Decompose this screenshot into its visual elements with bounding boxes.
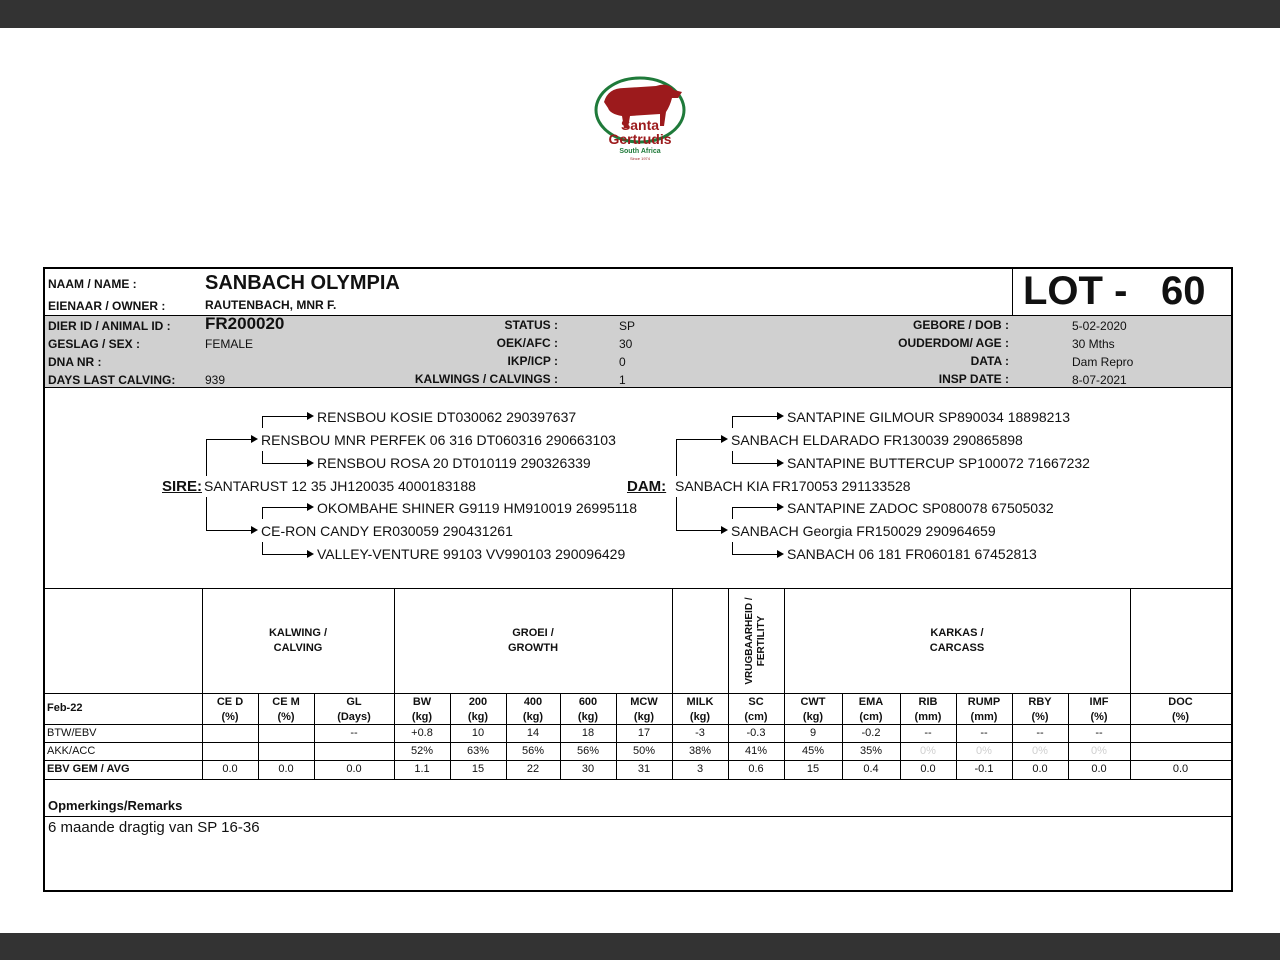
sire-sire-dam: RENSBOU ROSA 20 DT010119 290326339 xyxy=(317,455,591,471)
arrow-icon xyxy=(307,412,314,420)
dna-label: DNA NR : xyxy=(48,355,102,369)
dam-sire-sire: SANTAPINE GILMOUR SP890034 18898213 xyxy=(787,409,1071,425)
ebv-cell: 0.0 xyxy=(1032,763,1048,775)
ebv-cell: 22 xyxy=(526,763,540,775)
ebv-col-header: 200 (kg) xyxy=(467,696,489,723)
ebv-col-header: CE D (%) xyxy=(216,696,244,723)
age-value: 30 Mths xyxy=(1072,337,1115,351)
arrow-icon xyxy=(777,503,784,511)
insp-label: INSP DATE : xyxy=(938,372,1009,386)
status-label: STATUS : xyxy=(504,318,558,332)
name-label: NAAM / NAME : xyxy=(48,277,137,291)
ebv-cell: 0% xyxy=(920,745,936,757)
dob-value: 5-02-2020 xyxy=(1072,319,1127,333)
ebv-cell: 10 xyxy=(471,727,485,739)
logo-text-line2: Gertrudis xyxy=(608,131,672,147)
ebv-cell: 3 xyxy=(696,763,704,775)
remarks-divider xyxy=(45,816,1231,817)
dob-label: GEBORE / DOB : xyxy=(912,318,1009,332)
sire-dam-dam: VALLEY-VENTURE 99103 VV990103 290096429 xyxy=(317,546,626,562)
animal-id: FR200020 xyxy=(205,314,285,333)
lot-divider xyxy=(1012,269,1013,315)
ebv-cell: 0.0 xyxy=(278,763,294,775)
ebv-col-header: DOC (%) xyxy=(1168,696,1193,723)
ebv-cell: 18 xyxy=(581,727,595,739)
arrow-icon xyxy=(777,412,784,420)
owner-name: RAUTENBACH, MNR F. xyxy=(205,298,337,312)
ebv-col-header: CWT (kg) xyxy=(800,696,826,723)
arrow-icon xyxy=(251,526,258,534)
ebv-col-header: GL (Days) xyxy=(337,696,371,723)
calvings-value: 1 xyxy=(619,373,626,387)
days-label: DAYS LAST CALVING: xyxy=(48,373,176,387)
arrow-icon xyxy=(777,459,784,467)
ebv-cell: 0.0 xyxy=(1091,763,1107,775)
sire-sire-sire: RENSBOU KOSIE DT030062 290397637 xyxy=(317,409,577,425)
lot-number: 60 xyxy=(1161,269,1206,313)
sire-dam: CE-RON CANDY ER030059 290431261 xyxy=(261,523,513,539)
ebv-col-header: RUMP (mm) xyxy=(967,696,1001,723)
ebv-cell: 0% xyxy=(976,745,992,757)
period-label: Feb-22 xyxy=(47,702,83,714)
ebv-cell: 9 xyxy=(809,727,817,739)
sire-line-up xyxy=(206,439,207,476)
dam-dam-dam: SANBACH 06 181 FR060181 67452813 xyxy=(787,546,1037,562)
ebv-cell: 35% xyxy=(859,745,883,757)
details-band xyxy=(45,315,1231,388)
ebv-col-header: MILK (kg) xyxy=(686,696,714,723)
ebv-cell: 38% xyxy=(688,745,712,757)
bottom-bar xyxy=(0,933,1280,960)
santa-gertrudis-logo xyxy=(590,72,690,164)
ebv-cell: 50% xyxy=(632,745,656,757)
ebv-col-header: SC (cm) xyxy=(744,696,768,723)
ebv-cell: 0.0 xyxy=(1172,763,1189,775)
ebv-cell: -3 xyxy=(695,727,705,739)
group-carcass: KARKAS / CARCASS xyxy=(929,627,985,654)
ebv-cell: +0.8 xyxy=(411,727,433,739)
animal-id-label: DIER ID / ANIMAL ID : xyxy=(48,319,171,333)
ebv-cell: -0.2 xyxy=(861,727,881,739)
ebv-cell: 0.0 xyxy=(346,763,362,775)
ebv-cell: 0% xyxy=(1032,745,1048,757)
ebv-col-header: 600 (kg) xyxy=(577,696,599,723)
days-value: 939 xyxy=(205,373,226,387)
pedigree-divider xyxy=(45,588,1231,589)
ebv-cell: -- xyxy=(1095,727,1103,739)
lot-label: LOT - xyxy=(1023,269,1128,313)
dam-sire: SANBACH ELDARADO FR130039 290865898 xyxy=(731,432,1023,448)
dam-dam-sire: SANTAPINE ZADOC SP080078 67505032 xyxy=(787,500,1054,516)
sire-name: SANTARUST 12 35 JH120035 4000183188 xyxy=(204,478,476,494)
ebv-cell: 1.1 xyxy=(414,763,430,775)
logo-text-line3: South Africa xyxy=(619,148,661,155)
ebv-cell: -- xyxy=(980,727,988,739)
logo-text-line4: Since 1974 xyxy=(629,156,651,161)
ebv-row-label: EBV GEM / AVG xyxy=(47,763,130,775)
lot-card xyxy=(43,267,1233,892)
ebv-col-header: MCW (kg) xyxy=(630,696,658,723)
arrow-icon xyxy=(307,459,314,467)
group-calving: KALWING / CALVING xyxy=(268,627,328,654)
ebv-cell: 52% xyxy=(410,745,434,757)
icp-label: IKP/ICP : xyxy=(507,354,558,368)
ebv-cell: 0% xyxy=(1091,745,1107,757)
owner-label: EIENAAR / OWNER : xyxy=(48,299,166,313)
ebv-cell: 63% xyxy=(466,745,490,757)
ebv-col-header: CE M (%) xyxy=(272,696,300,723)
ebv-cell: 56% xyxy=(521,745,545,757)
group-growth: GROEI / GROWTH xyxy=(507,627,559,654)
group-fertility: VRUGBAARHEID / FERTILITY xyxy=(744,597,767,685)
ebv-cell: 17 xyxy=(637,727,651,739)
arrow-icon xyxy=(251,435,258,443)
ebv-cell: -- xyxy=(350,727,358,739)
sire-dam-sire: OKOMBAHE SHINER G9119 HM910019 26995118 xyxy=(317,500,638,516)
remarks-label: Opmerkings/Remarks xyxy=(48,798,183,813)
animal-name: SANBACH OLYMPIA xyxy=(205,272,400,294)
ebv-col-header: 400 (kg) xyxy=(522,696,544,723)
sire-line-down xyxy=(206,497,207,530)
ebv-row-label: BTW/EBV xyxy=(47,727,97,739)
sire-label: SIRE: xyxy=(162,478,203,495)
ebv-row-label: AKK/ACC xyxy=(47,745,96,757)
ebv-col-header: RIB (mm) xyxy=(914,696,942,723)
dam-label: DAM: xyxy=(627,478,667,495)
ebv-cell: 31 xyxy=(637,763,651,775)
sex-label: GESLAG / SEX : xyxy=(48,337,141,351)
afc-value: 30 xyxy=(619,337,633,351)
ebv-col-header: EMA (cm) xyxy=(858,696,884,723)
bull-emblem-icon xyxy=(590,72,690,164)
arrow-icon xyxy=(777,550,784,558)
ebv-cell: 15 xyxy=(471,763,485,775)
ebv-cell: 41% xyxy=(744,745,768,757)
ebv-cell: -0.1 xyxy=(974,763,994,775)
ebv-cell: -- xyxy=(1036,727,1044,739)
logo-text-line1: Santa xyxy=(620,117,660,133)
sex-value: FEMALE xyxy=(205,337,254,351)
ebv-cell: -0.3 xyxy=(746,727,766,739)
ebv-col-header: BW (kg) xyxy=(411,696,433,723)
sire-sire: RENSBOU MNR PERFEK 06 316 DT060316 290663103 xyxy=(261,432,616,448)
insp-value: 8-07-2021 xyxy=(1072,373,1127,387)
ebv-cell: 0.0 xyxy=(222,763,238,775)
afc-label: OEK/AFC : xyxy=(496,336,558,350)
age-label: OUDERDOM/ AGE : xyxy=(898,336,1009,350)
ebv-cell: 0.4 xyxy=(863,763,879,775)
remarks-text: 6 maande dragtig van SP 16-36 xyxy=(48,819,260,836)
dam-dam: SANBACH Georgia FR150029 290964659 xyxy=(731,523,996,539)
dam-sire-dam: SANTAPINE BUTTERCUP SP100072 71667232 xyxy=(787,455,1090,471)
ebv-cell: 30 xyxy=(581,763,595,775)
ebv-cell: 15 xyxy=(806,763,820,775)
arrow-icon xyxy=(721,435,728,443)
calvings-label: KALWINGS / CALVINGS : xyxy=(414,372,558,386)
ebv-col-header: RBY (%) xyxy=(1028,696,1052,723)
data-label: DATA : xyxy=(970,354,1009,368)
arrow-icon xyxy=(307,550,314,558)
top-bar xyxy=(0,0,1280,28)
ebv-cell: 0.6 xyxy=(748,763,764,775)
arrow-icon xyxy=(721,526,728,534)
ebv-cell: 45% xyxy=(801,745,825,757)
icp-value: 0 xyxy=(619,355,626,369)
arrow-icon xyxy=(307,503,314,511)
ebv-cell: -- xyxy=(924,727,932,739)
status-value: SP xyxy=(619,319,636,333)
ebv-cell: 14 xyxy=(526,727,540,739)
ebv-cell: 56% xyxy=(576,745,600,757)
ebv-cell: 0.0 xyxy=(920,763,936,775)
ebv-col-header: IMF (%) xyxy=(1089,696,1109,723)
dam-name: SANBACH KIA FR170053 291133528 xyxy=(675,478,911,494)
data-value: Dam Repro xyxy=(1072,355,1134,369)
